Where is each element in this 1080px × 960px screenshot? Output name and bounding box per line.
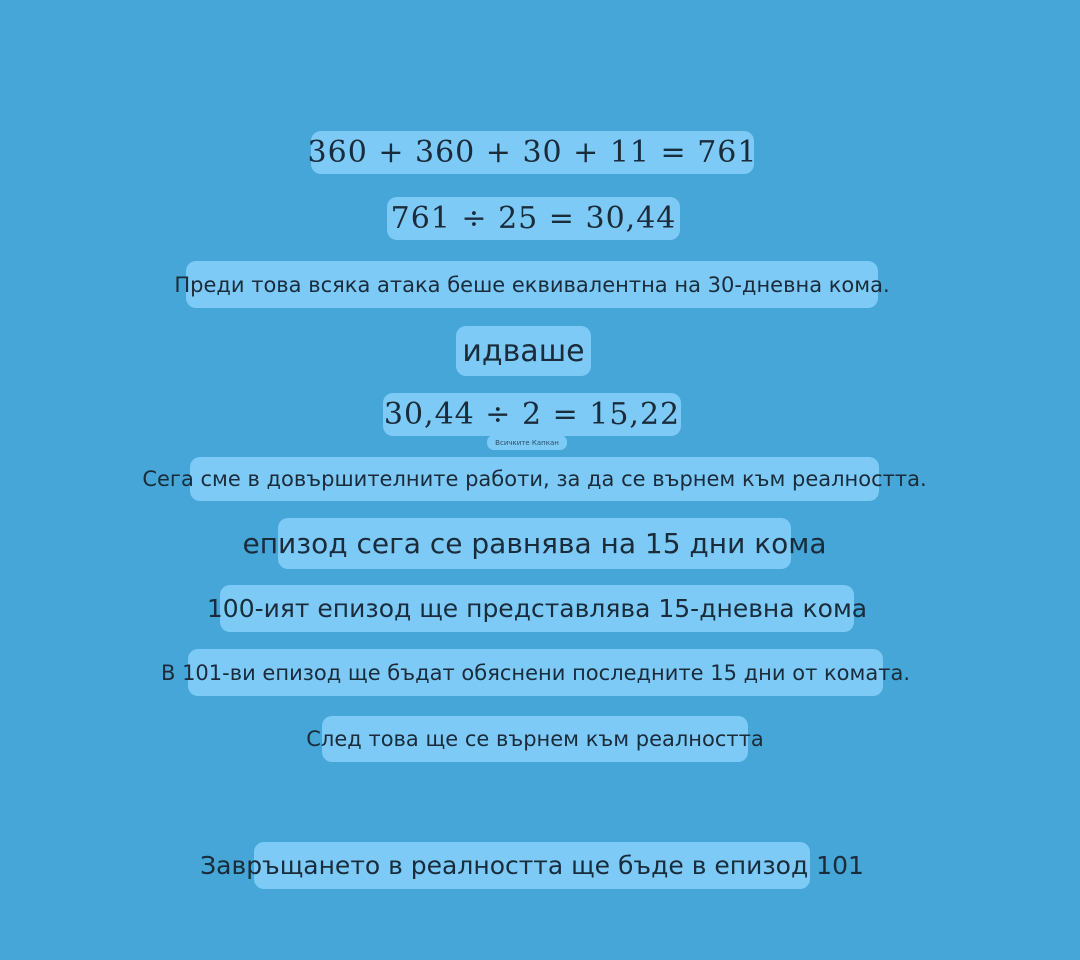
text-before-coma: Преди това всяка атака беше еквивалентна на 30-дневна кома. bbox=[186, 261, 878, 308]
text-return-after: След това ще се върнем към реалността bbox=[322, 716, 748, 762]
equation-division-25: 761 ÷ 25 = 30,44 bbox=[387, 197, 680, 240]
watermark-label: Всичките Капкан bbox=[487, 435, 567, 450]
text-came: идваше bbox=[456, 326, 591, 376]
text-episode-101-explained: В 101-ви епизод ще бъдат обяснени последните 15 дни от комата. bbox=[188, 649, 883, 696]
text-finishing-works: Сега сме в довършителните работи, за да се върнем към реалността. bbox=[190, 457, 879, 501]
equation-division-2: 30,44 ÷ 2 = 15,22 bbox=[383, 393, 681, 436]
text-return-episode-101: Завръщането в реалността ще бъде в епизод 101 bbox=[254, 842, 810, 889]
equation-sum: 360 + 360 + 30 + 11 = 761 bbox=[311, 131, 754, 174]
text-episode-100: 100-ият епизод ще представлява 15-дневна кома bbox=[220, 585, 854, 632]
text-episode-15-days: епизод сега се равнява на 15 дни кома bbox=[278, 518, 791, 569]
